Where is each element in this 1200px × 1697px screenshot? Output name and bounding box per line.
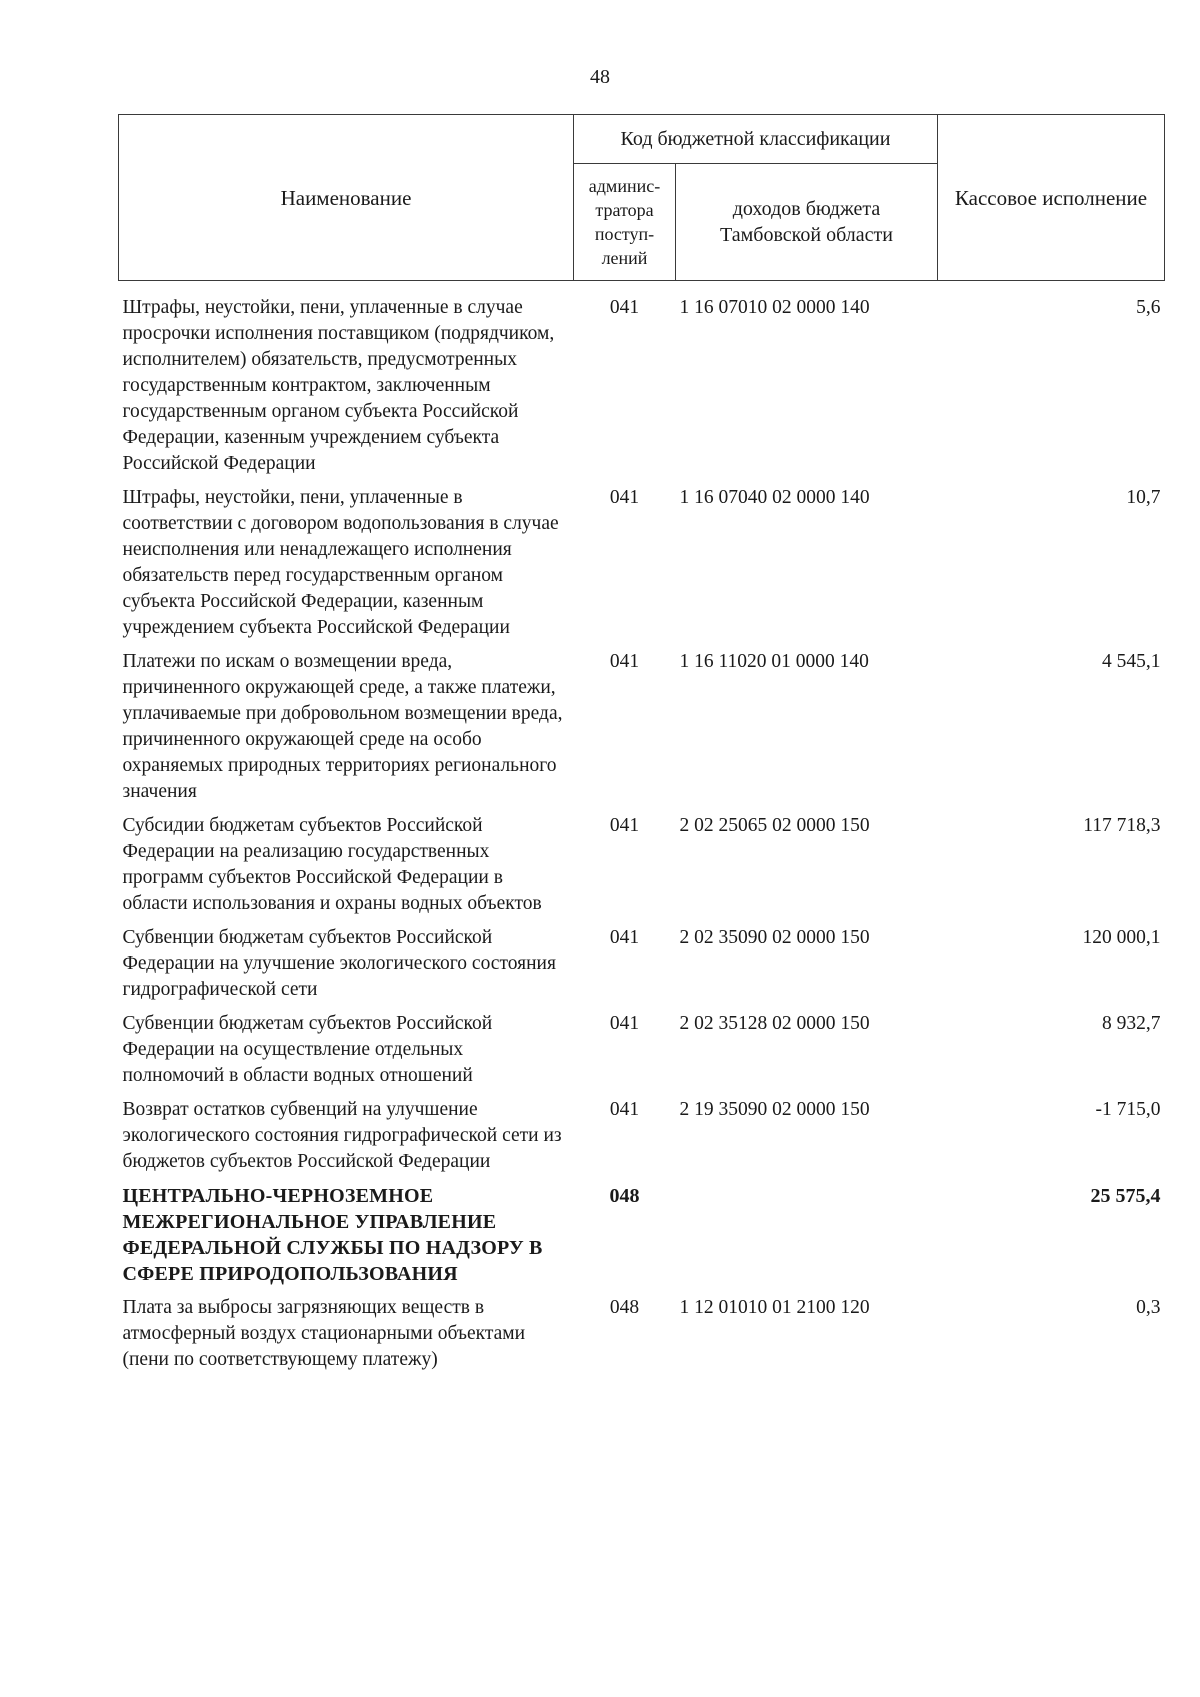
row-admin-code: 041: [609, 815, 640, 836]
row-name: Штрафы, неустойки, пени, уплаченные в случае просрочки исполнения поставщиком (подрядчиком, исполнителем) обязательств, предусмотренных государственным контрактом, заключенным государственным органом субъекта Российской Федерации, казенным учреждением субъекта Российской Федерации: [122, 297, 555, 474]
row-income-code: 2 02 35090 02 0000 150: [679, 927, 870, 948]
row-income-code: 1 12 01010 01 2100 120: [679, 1297, 870, 1318]
row-income-code: 2 02 25065 02 0000 150: [679, 815, 870, 836]
table-row: [119, 281, 1165, 486]
table-row: [119, 925, 1165, 1011]
budget-table: [118, 114, 1165, 1381]
row-name: Возврат остатков субвенций на улучшение экологического состояния гидрографической сети из бюджетов субъектов Российской Федерации: [122, 1099, 562, 1172]
row-amount: 8 932,7: [1102, 1013, 1161, 1034]
page-number: 48: [590, 66, 610, 88]
row-income-code: 1 16 07040 02 0000 140: [679, 487, 870, 508]
table-header: [119, 115, 1165, 281]
row-amount: -1 715,0: [1095, 1099, 1161, 1120]
header-admin: админис-тратора поступ-лений: [574, 164, 676, 281]
row-income-code: 1 16 11020 01 0000 140: [679, 651, 869, 672]
header-income: доходов бюджета Тамбовской области: [676, 164, 938, 281]
row-income-code: 2 02 35128 02 0000 150: [679, 1013, 870, 1034]
section-row: [119, 1183, 1165, 1295]
table-row: [119, 485, 1165, 649]
row-admin-code: 041: [609, 1013, 640, 1034]
row-amount: 0,3: [1136, 1297, 1161, 1318]
row-admin-code: 041: [609, 1099, 640, 1120]
row-amount: 10,7: [1126, 487, 1161, 508]
row-name: Платежи по искам о возмещении вреда, причиненного окружающей среде, а также платежи, уплачиваемые при добровольном возмещении вреда, причиненного окружающей среде на особо охраняемых природных территориях регионального значения: [122, 651, 563, 802]
header-name: Наименование: [119, 115, 574, 281]
row-amount: 25 575,4: [1090, 1185, 1161, 1207]
header-code-group: Код бюджетной классификации: [574, 115, 938, 164]
row-name: Субвенции бюджетам субъектов Российской Федерации на улучшение экологического состояния гидрографической сети: [122, 927, 556, 1000]
row-admin-code: 041: [609, 927, 640, 948]
header-execution: Кассовое исполнение: [938, 115, 1165, 281]
row-amount: 5,6: [1136, 297, 1161, 318]
table-row: [119, 649, 1165, 813]
row-amount: 4 545,1: [1102, 651, 1161, 672]
table-row: [119, 1011, 1165, 1097]
row-admin-code: 048: [609, 1297, 640, 1318]
row-admin-code: 041: [609, 651, 640, 672]
row-name: Плата за выбросы загрязняющих веществ в атмосферный воздух стационарными объектами (пени по соответствующему платежу): [122, 1297, 526, 1370]
row-admin-code: 041: [609, 487, 640, 508]
row-income-code: 1 16 07010 02 0000 140: [679, 297, 870, 318]
row-amount: 117 718,3: [1083, 815, 1161, 836]
row-name: Субсидии бюджетам субъектов Российской Федерации на реализацию государственных программ субъектов Российской Федерации в области использования и охраны водных объектов: [122, 815, 542, 914]
row-income-code: 2 19 35090 02 0000 150: [679, 1099, 870, 1120]
table-row: [119, 813, 1165, 925]
row-admin-code: 048: [609, 1185, 640, 1207]
row-name: ЦЕНТРАЛЬНО-ЧЕРНОЗЕМНОЕ МЕЖРЕГИОНАЛЬНОЕ УПРАВЛЕНИЕ ФЕДЕРАЛЬНОЙ СЛУЖБЫ ПО НАДЗОРУ В СФЕРЕ ПРИРОДОПОЛЬЗОВАНИЯ: [122, 1185, 543, 1285]
row-amount: 120 000,1: [1082, 927, 1161, 948]
row-name: Штрафы, неустойки, пени, уплаченные в соответствии с договором водопользования в случае неисполнения или ненадлежащего исполнения обязательств перед государственным органом субъекта Российской Федерации, казенным учреждением субъекта Российской Федерации: [122, 487, 559, 638]
row-name: Субвенции бюджетам субъектов Российской Федерации на осуществление отдельных полномочий в области водных отношений: [122, 1013, 493, 1086]
row-income-code: [676, 1183, 938, 1295]
row-admin-code: 041: [609, 297, 640, 318]
table-row: [119, 1097, 1165, 1183]
table-body: [119, 281, 1165, 1382]
table-row: [119, 1295, 1165, 1381]
